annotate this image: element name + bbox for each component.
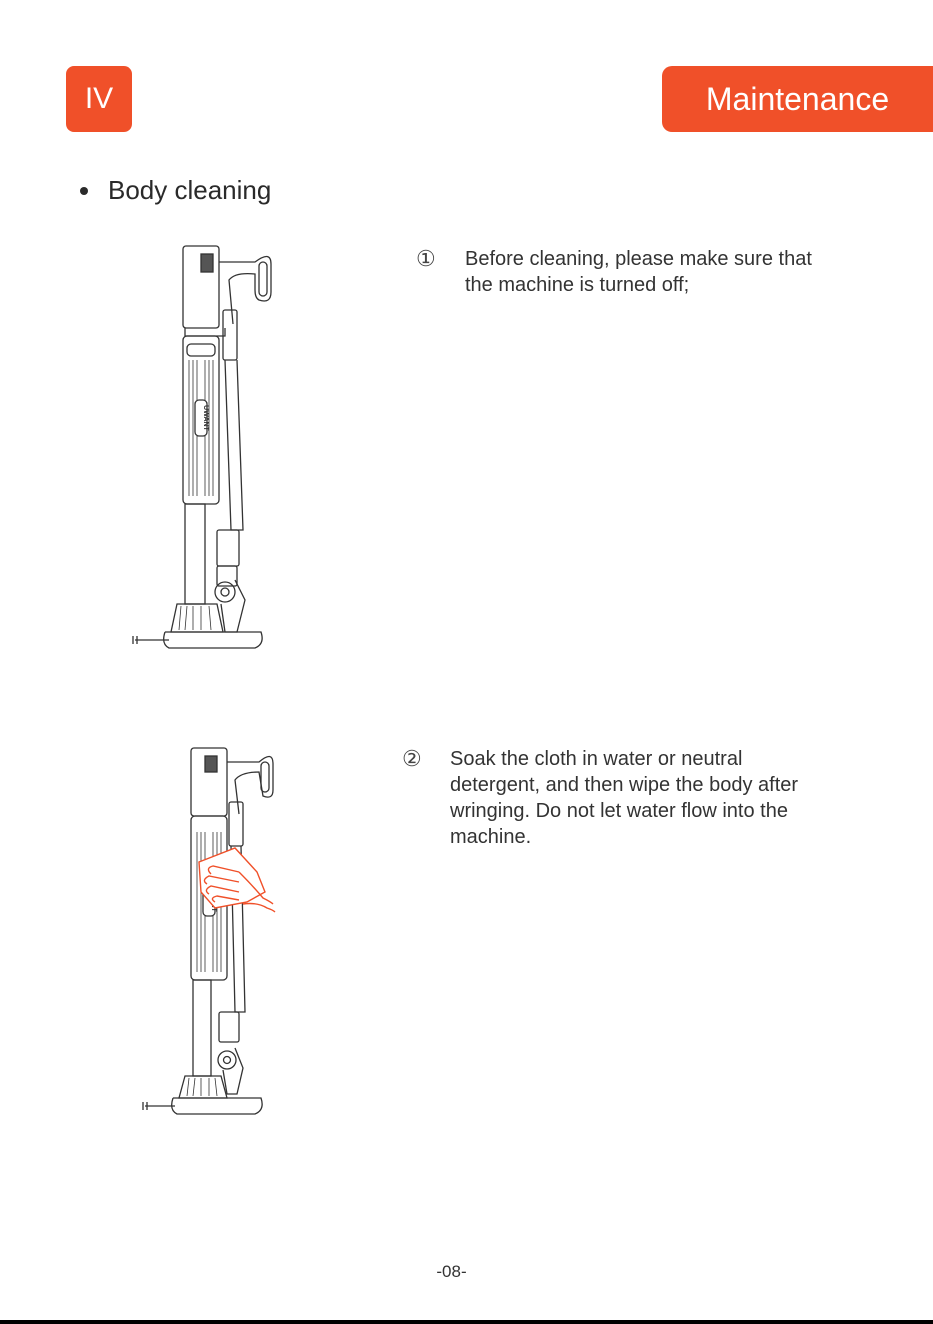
hand-with-cloth-icon xyxy=(199,848,275,912)
section-number-badge xyxy=(66,66,132,132)
step-1-line-1: Before cleaning, please make sure that xyxy=(465,248,812,270)
step-2-line-2: detergent, and then wipe the body after xyxy=(450,774,799,796)
page-number: -08- xyxy=(436,1262,467,1281)
section-title-badge xyxy=(662,66,933,132)
footer-divider xyxy=(0,1320,933,1324)
brand-label-1: UWANT xyxy=(202,405,209,431)
step-2-line-1: Soak the cloth in water or neutral xyxy=(450,748,743,770)
step-1-number: ① xyxy=(416,246,436,271)
step-2-line-4: machine. xyxy=(450,826,532,848)
step-2-line-3: wringing. Do not let water flow into the xyxy=(450,800,788,822)
bullet-icon xyxy=(80,187,88,195)
vacuum-illustration-1 xyxy=(125,240,275,655)
subsection-title: Body cleaning xyxy=(108,175,272,205)
section-number: IV xyxy=(84,82,114,115)
step-2-text xyxy=(450,746,890,850)
step-2-number: ② xyxy=(402,746,422,771)
step-1-line-2: the machine is turned off; xyxy=(465,274,690,296)
step-1-text xyxy=(465,246,885,298)
vacuum-illustration-2 xyxy=(135,742,285,1117)
subsection-heading xyxy=(80,175,271,206)
section-title: Maintenance xyxy=(705,80,890,117)
